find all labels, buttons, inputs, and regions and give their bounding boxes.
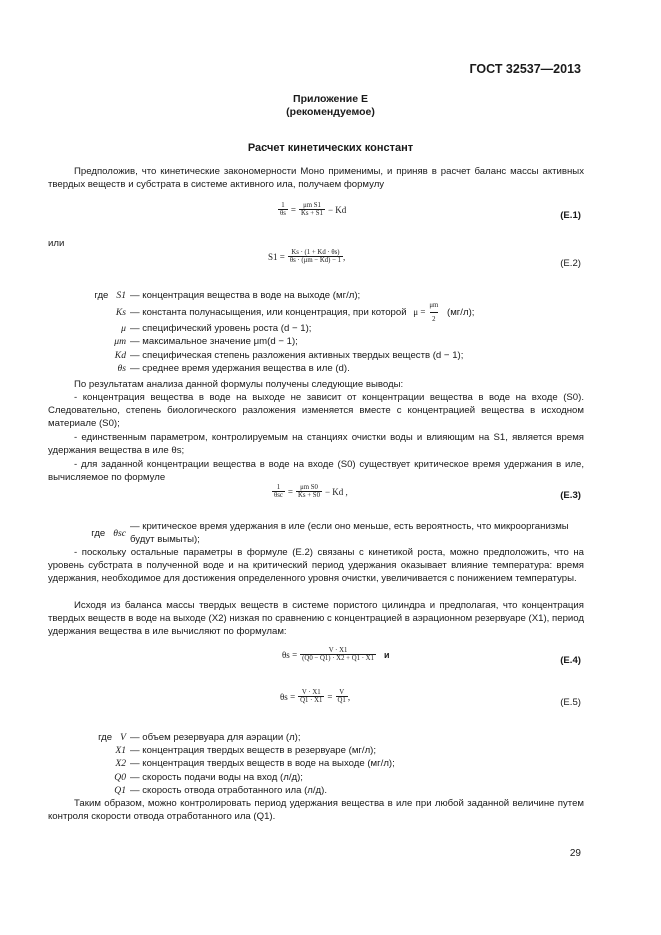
definition-row: μ — специфический уровень роста (d − 1); — [121, 323, 312, 335]
definitions-list-1 — [48, 289, 584, 375]
appendix-title: Приложение Е — [293, 93, 368, 105]
formula-e1: $\frac{1}{\theta s}$ = $\frac{\text{μm S1}}{Ks + S1}$ − Kd — [280, 202, 347, 217]
formula-e5: θs = $\frac{V \cdot X1}{Q1 \cdot X1}$ = $\frac{V}{Q1}$ , — [280, 689, 351, 704]
formula-e2: S1 = $\frac{Ks \cdot (1 + Kd \cdot \theta s)}{\theta s \cdot (\mu m - Kd) - 1}$ , — [268, 249, 346, 264]
formula-e3: $\frac{1}{\text{θsc}}$ = $\frac{\text{μm S0}}{Ks + S0}$ − Kd , — [274, 484, 348, 499]
appendix-subtitle: (рекомендуемое) — [286, 106, 375, 118]
paragraph-conclusion-1: - концентрация вещества в воде на выходе не зависит от концентрации вещества в воде на входе (S0). Следовательно, степень биологического разложения изменяется вместе с концентрацией вещества в исходном материале (S0); — [48, 392, 584, 430]
definition-row: θs — среднее время удержания вещества в иле (d). — [117, 362, 350, 374]
paragraph-intro: Предположив, что кинетические закономерности Моно применимы, и приняв в расчет баланс массы активных твердых веществ и субстрата в системе активного ила, получаем формулу — [48, 166, 584, 191]
definition-row: μm — максимальное значение μm(d − 1); — [114, 336, 298, 348]
definition-row: Q1 — скорость отвода отработанного ила (л/д). — [114, 784, 327, 796]
equation-number-e4: (Е.4) — [560, 655, 581, 666]
equation-number-e5: (Е.5) — [560, 697, 581, 708]
paragraph-conclusion-2: - единственным параметром, контролируемым на станциях очистки воды и влияющим на S1, является время удержания вещества в иле θs; — [48, 432, 584, 457]
definition-row: Kd — специфическая степень разложения активных твердых веществ (d − 1); — [114, 349, 464, 361]
equation-number-e2: (Е.2) — [560, 258, 581, 269]
equation-number-e3: (Е.3) — [560, 490, 581, 501]
page-number: 29 — [569, 848, 581, 859]
definition-row: X1 — концентрация твердых веществ в резервуаре (мг/л); — [115, 745, 377, 757]
paragraph-final: Таким образом, можно контролировать период удержания вещества в иле при любой заданной величине путем контроля скорости отвода отработанного ила (Q1). — [48, 798, 584, 823]
definition-row: где V — объем резервуара для аэрации (л); — [98, 732, 301, 743]
definition-row: Q0 — скорость подачи воды на вход (л/д); — [114, 771, 303, 783]
formula-e4: θs = $\frac{V \cdot X1}{(Q0 - Q1) \cdot X2 + Q1 \cdot X1}$ и — [282, 647, 390, 662]
or-label: или — [48, 238, 65, 249]
document-code: ГОСТ 32537—2013 — [469, 62, 581, 76]
definition-row: где S1 — концентрация вещества в воде на выходе (мг/л); — [94, 290, 361, 301]
definition-row: X2 — концентрация твердых веществ в воде на выходе (мг/л); — [115, 758, 395, 770]
paragraph-conclusions: По результатам анализа данной формулы получены следующие выводы: — [74, 379, 404, 390]
definitions-list-2 — [48, 731, 584, 797]
paragraph-mass-balance: Исходя из баланса массы твердых веществ в системе пористого цилиндра и предполагая, что концентрация твердых веществ в воде на выходе (X2) низкая по сравнению с концентрацией в аэрационном резервуаре (X1), период удержания вещества в иле вычисляют по формулам: — [48, 600, 584, 638]
definition-critical-time: где θsc — критическое время удержания в иле (если оно меньше, есть вероятность, что микроорганизмы будут вымыты); — [91, 521, 569, 546]
section-title: Расчет кинетических констант — [247, 142, 414, 154]
paragraph-conclusion-3: - для заданной концентрации вещества в воде на входе (S0) существует критическое время удержания в иле, вычисляемое по формуле — [48, 459, 584, 484]
appendix-heading — [0, 93, 661, 119]
equation-number-e1: (Е.1) — [560, 210, 581, 221]
definition-row: Ks — константа полунасыщения, или концентрация, при которой μ = $\frac{\mu m}{2}$ (мг/л); — [48, 302, 584, 322]
paragraph-conclusion-4: - поскольку остальные параметры в формуле (Е.2) связаны с кинетикой роста, можно предположить, что на уровень субстрата в полученной воде и на критический период удержания оказывает влияние температура: время удержания, необходимое для достижения определенного уровня очистки, увеличивается с понижением температуры. — [48, 547, 584, 585]
